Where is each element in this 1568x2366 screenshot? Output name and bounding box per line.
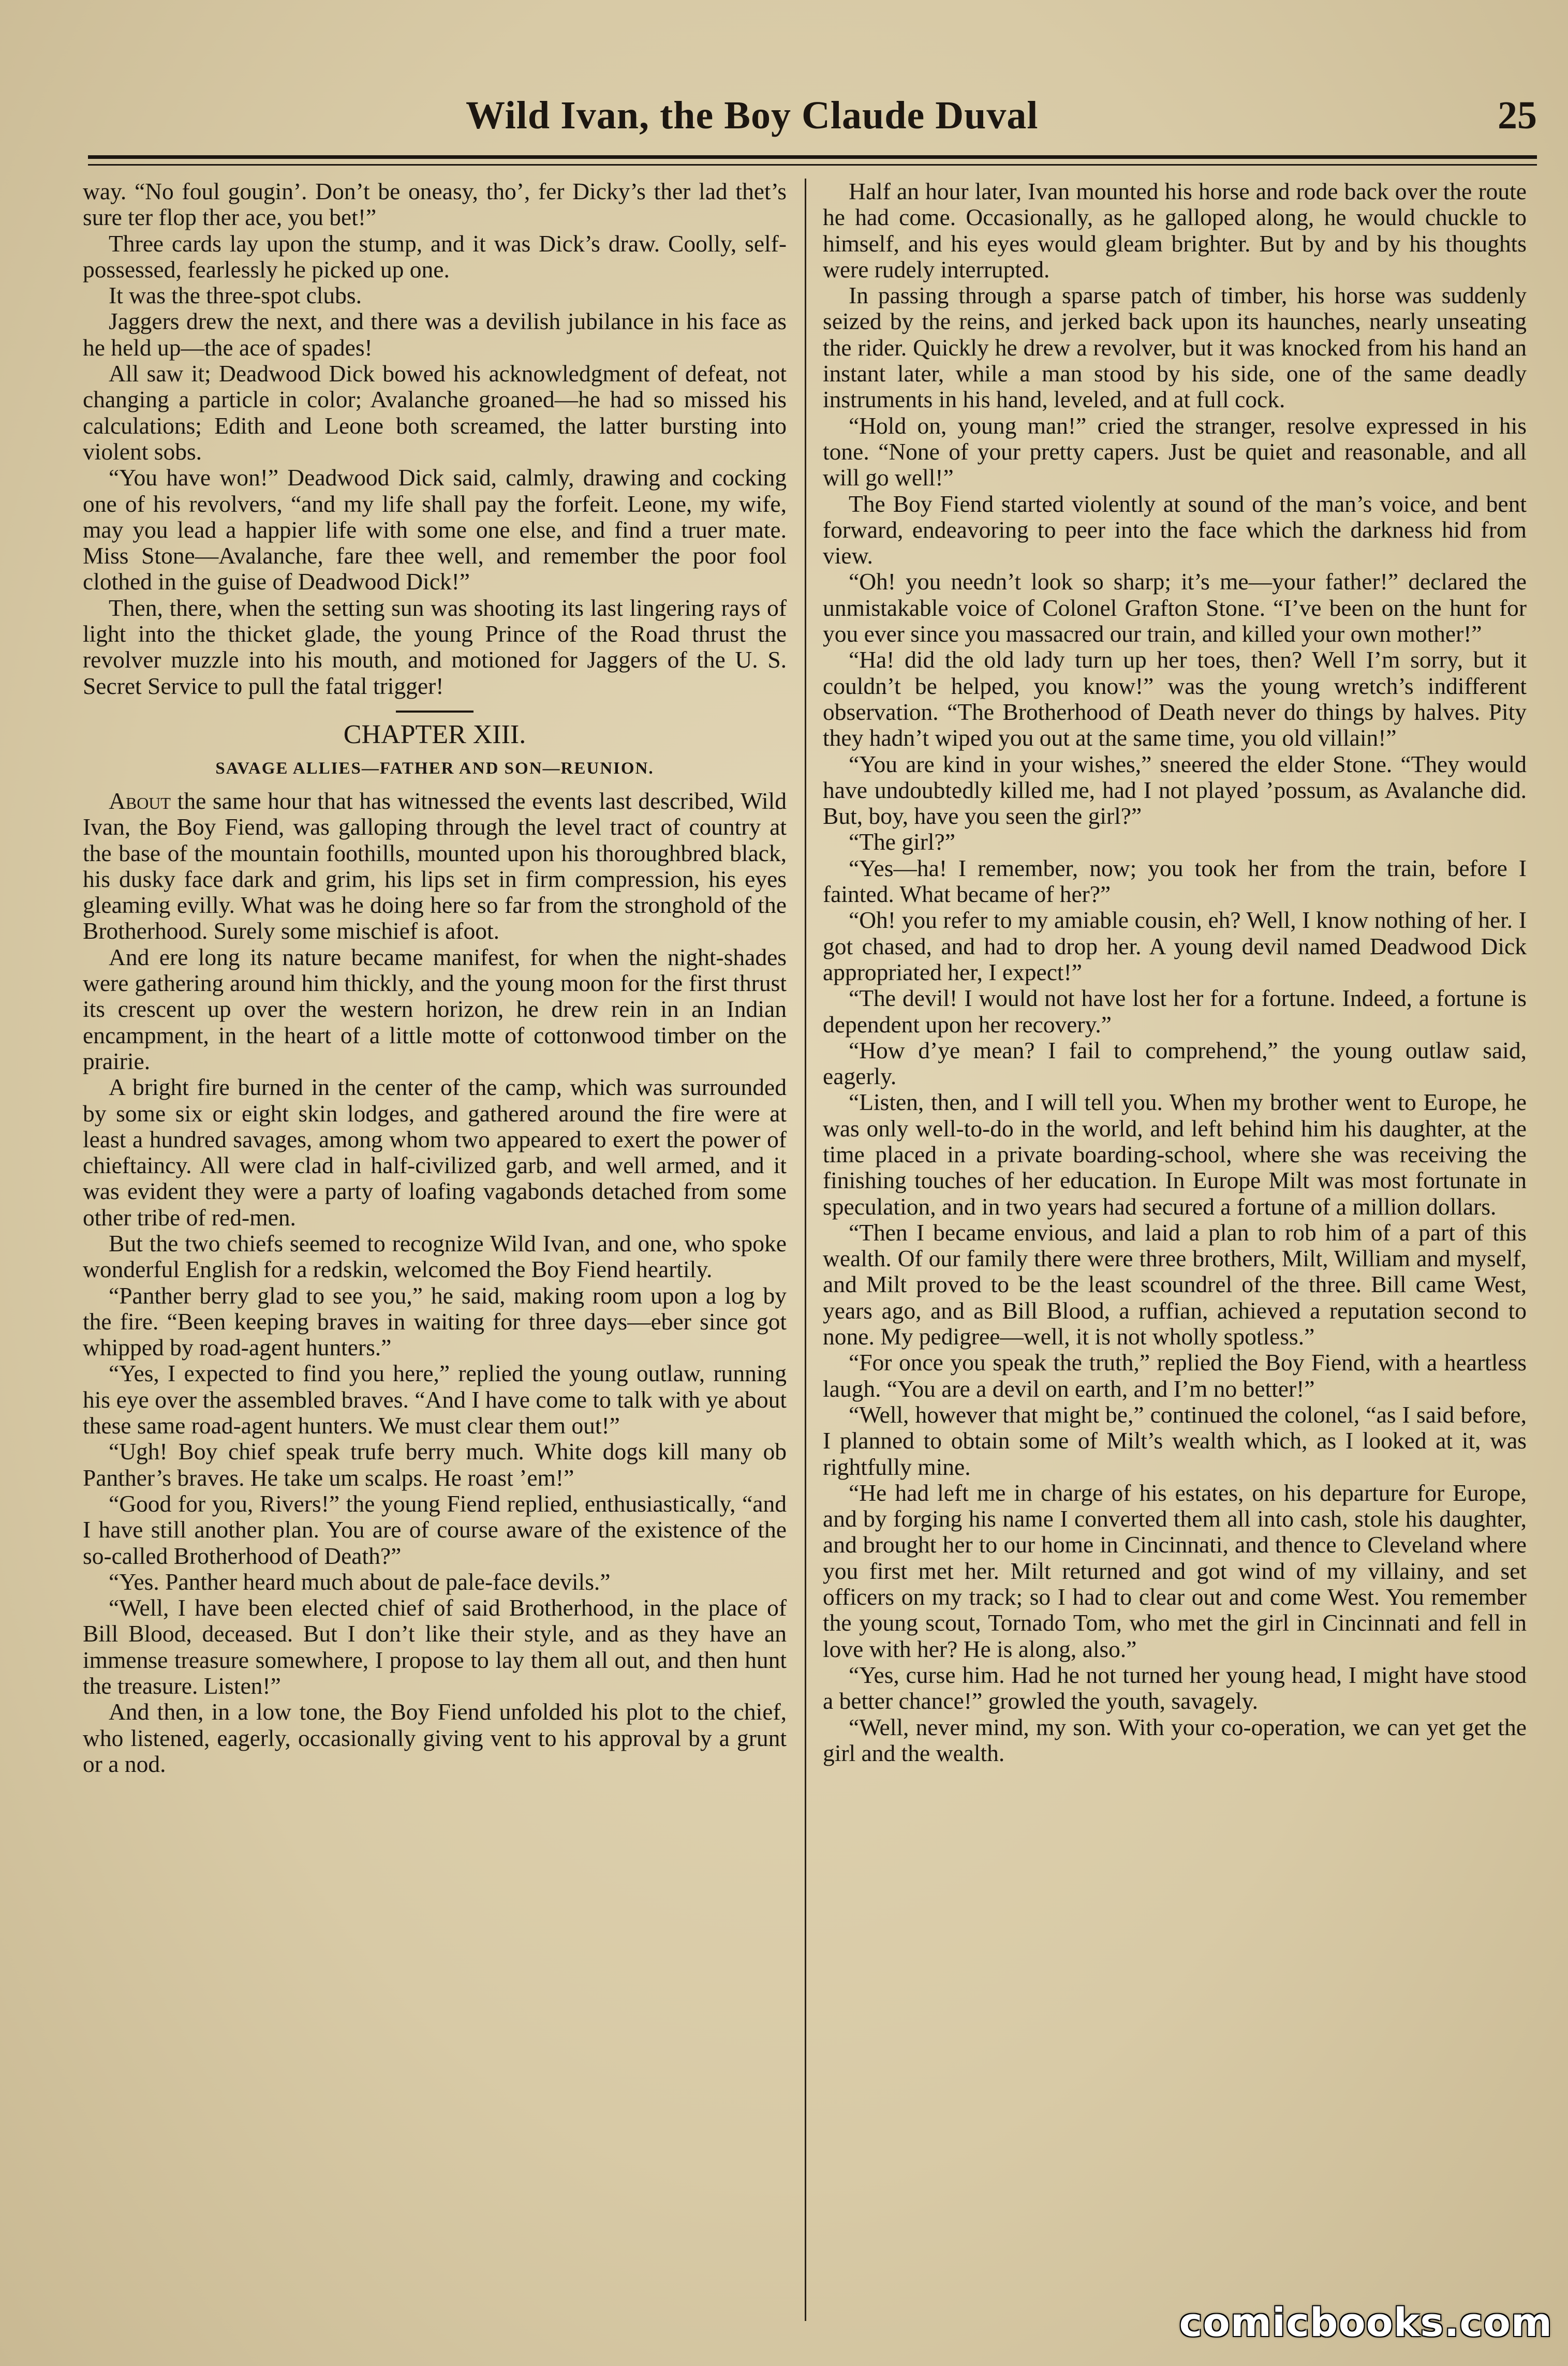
paragraph: way. “No foul gougin’. Don’t be oneasy, tho’, fer Dicky’s ther lad thet’s sure ter flop ther ace, you bet!” [83,179,787,231]
paragraph: “You have won!” Deadwood Dick said, calmly, drawing and cocking one of his revolvers, “and my life shall pay the forfeit. Leone, my wife, may you lead a happier life with some one else, and find a truer mate. Miss Stone—Avalanche, fare thee well, and remember the poor fool clothed in the guise of Deadwood Dick!” [83,464,787,595]
paragraph: “For once you speak the truth,” replied the Boy Fiend, with a heartless laugh. “You are a devil on earth, and I’m no better!” [823,1349,1527,1402]
column-divider [805,179,806,2321]
paragraph: “Well, I have been elected chief of said Brotherhood, in the place of Bill Blood, deceased. But I don’t like their style, and as they have an immense treasure somewhere, I propose to lay them all out, and then hunt the treasure. Listen!” [83,1594,787,1699]
paragraph: The Boy Fiend started violently at sound of the man’s voice, and bent forward, endeavoring to peer into the face which the darkness hid from view. [823,490,1527,569]
paragraph: “Well, however that might be,” continued the colonel, “as I said before, I planned to obtain some of Milt’s wealth which, as I looked at it, was rightfully mine. [823,1401,1527,1480]
paragraph: “Yes, I expected to find you here,” replied the young outlaw, running his eye over the assembled braves. “And I have come to talk with ye about these same road-agent hunters. We must clear them out!” [83,1360,787,1439]
header-rule [88,155,1537,166]
paragraph: “How d’ye mean? I fail to comprehend,” the young outlaw said, eagerly. [823,1037,1527,1090]
paragraph: “Yes. Panther heard much about de pale-face devils.” [109,1568,611,1595]
running-title: Wild Ivan, the Boy Claude Duval [466,94,1039,137]
paragraph: “Listen, then, and I will tell you. When my brother went to Europe, he was only well-to-do in the world, and left behind him his daughter, at the time placed in a private boarding-school, where she was receiving the finishing touches of her education. In Europe Milt was most fortunate in speculation, and in two years had secured a fortune of a million dollars. [823,1089,1527,1220]
paragraph-text: the same hour that has witnessed the events last described, Wild Ivan, the Boy Fiend, was galloping through the level tract of country at the base of the mountain foothills, mounted upon his thoroughbred black, his dusky face dark and grim, his lips set in firm compression, his eyes gleaming evilly. What was he doing here so far from the stronghold of the Brotherhood. Surely some mischief is afoot. [83,787,787,944]
paragraph: “He had left me in charge of his estates, on his departure for Europe, and by forging his name I converted them all into cash, stole his daughter, and brought her to our home in Cincinnati, and thence to Cleveland where you first met her. Milt returned and got wind of my villainy, and set officers on my track; so I had to clear out and come West. You remember the young scout, Tornado Tom, who met the girl in Cincinnati and fell in love with her? He is along, also.” [823,1479,1527,1662]
paragraph: “Oh! you refer to my amiable cousin, eh? Well, I know nothing of her. I got chased, and had to drop her. A young devil named Deadwood Dick appropriated her, I expect!” [823,907,1527,985]
paragraph: And ere long its nature became manifest, for when the night-shades were gathering around him thickly, and the young moon for the first thrust its crescent up over the western horizon, he drew rein in an Indian encampment, in the heart of a little motte of cottonwood timber on the prairie. [83,943,787,1074]
right-column [823,179,1527,2326]
paragraph: “Good for you, Rivers!” the young Fiend replied, enthusiastically, “and I have still another plan. You are of course aware of the existence of the so-called Brotherhood of Death?” [83,1490,787,1569]
paragraph [83,788,787,944]
paragraph: Jaggers drew the next, and there was a devilish jubilance in his face as he held up—the ace of spades! [83,308,787,361]
running-header [83,78,1547,140]
paragraph: In passing through a sparse patch of timber, his horse was suddenly seized by the reins, and jerked back upon its haunches, nearly unseating the rider. Quickly he drew a revolver, but it was knocked from his hand an instant later, while a man stood by his side, one of the same deadly instruments in his hand, leveled, and at full cock. [823,282,1527,413]
paragraph: “You are kind in your wishes,” sneered the elder Stone. “They would have undoubtedly killed me, had I not played ’possum, as Avalanche did. But, boy, have you seen the girl?” [823,750,1527,830]
paragraph: It was the three-spot clubs. [109,282,362,309]
paragraph: All saw it; Deadwood Dick bowed his acknowledgment of defeat, not changing a particle in color; Avalanche groaned—he had so missed his calculations; Edith and Leone both screamed, the latter bursting into violent sobs. [83,360,787,465]
chapter-subtitle: SAVAGE ALLIES—FATHER AND SON—REUNION. [215,759,654,778]
paragraph: “Well, never mind, my son. With your co-operation, we can yet get the girl and the wealth. [823,1713,1527,1766]
paragraph: “Hold on, young man!” cried the stranger, resolve expressed in his tone. “None of your pretty capers. Just be quiet and reasonable, and all will go well!” [823,412,1527,491]
paragraph: Half an hour later, Ivan mounted his horse and rode back over the route he had come. Occasionally, as he galloped along, he would chuckle to himself, and his eyes would gleam brighter. But by and by his thoughts were rudely interrupted. [823,179,1527,283]
paragraph: “Ugh! Boy chief speak trufe berry much. White dogs kill many ob Panther’s braves. He take um scalps. He roast ’em!” [83,1438,787,1491]
paragraph: “Yes, curse him. Had he not turned her young head, I might have stood a better chance!” growled the youth, savagely. [823,1661,1527,1714]
paragraph: “The devil! I would not have lost her for a fortune. Indeed, a fortune is dependent upon her recovery.” [823,985,1527,1038]
paragraph: A bright fire burned in the center of the camp, which was surrounded by some six or eight skin lodges, and gathered around the fire were at least a hundred savages, among whom two appeared to exert the power of chieftaincy. All were clad in half-civilized garb, and well armed, and it was evident they were a party of loafing vagabonds detached from some other tribe of red-men. [83,1074,787,1231]
paragraph: Then, there, when the setting sun was shooting its last lingering rays of light into the thicket glade, the young Prince of the Road thrust the revolver muzzle into his mouth, and motioned for Jaggers of the U. S. Secret Service to pull the fatal trigger! [83,594,787,699]
left-column [83,179,787,2326]
paragraph: “Yes—ha! I remember, now; you took her from the train, before I fainted. What became of her?” [823,854,1527,908]
paragraph: “The girl?” [849,829,955,855]
chapter-lead-word: About [109,787,171,814]
paragraph: “Then I became envious, and laid a plan to rob him of a part of this wealth. Of our family there were three brothers, Milt, William and myself, and Milt proved to be the least scoundrel of the three. Bill came West, years ago, and as Bill Blood, a ruffian, achieved a reputation second to none. My pedigree—well, it is not wholly spotless.” [823,1219,1527,1350]
watermark-logo: comicbooks.com [1179,2299,1552,2345]
paragraph: Three cards lay upon the stump, and it was Dick’s draw. Coolly, self-possessed, fearlessly he picked up one. [83,230,787,283]
chapter-rule [396,711,474,713]
paragraph: “Panther berry glad to see you,” he said, making room upon a log by the fire. “Been keeping braves in waiting for three days—eber since got whipped by road-agent hunters.” [83,1282,787,1361]
chapter-title: CHAPTER XIII. [343,719,526,749]
page-number: 25 [1498,94,1537,137]
paragraph: “Ha! did the old lady turn up her toes, then? Well I’m sorry, but it couldn’t be helped, you know!” was the young wretch’s indifferent observation. “The Brotherhood of Death never do things by halves. Pity they hadn’t wiped you out at the same time, you old villain!” [823,646,1527,751]
paragraph: And then, in a low tone, the Boy Fiend unfolded his plot to the chief, who listened, eagerly, occasionally giving vent to his approval by a grunt or a nod. [83,1698,787,1777]
paragraph: But the two chiefs seemed to recognize Wild Ivan, and one, who spoke wonderful English for a redskin, welcomed the Boy Fiend heartily. [83,1230,787,1283]
paragraph: “Oh! you needn’t look so sharp; it’s me—your father!” declared the unmistakable voice of Colonel Grafton Stone. “I’ve been on the hunt for you ever since you massacred our train, and killed your own mother!” [823,568,1527,647]
